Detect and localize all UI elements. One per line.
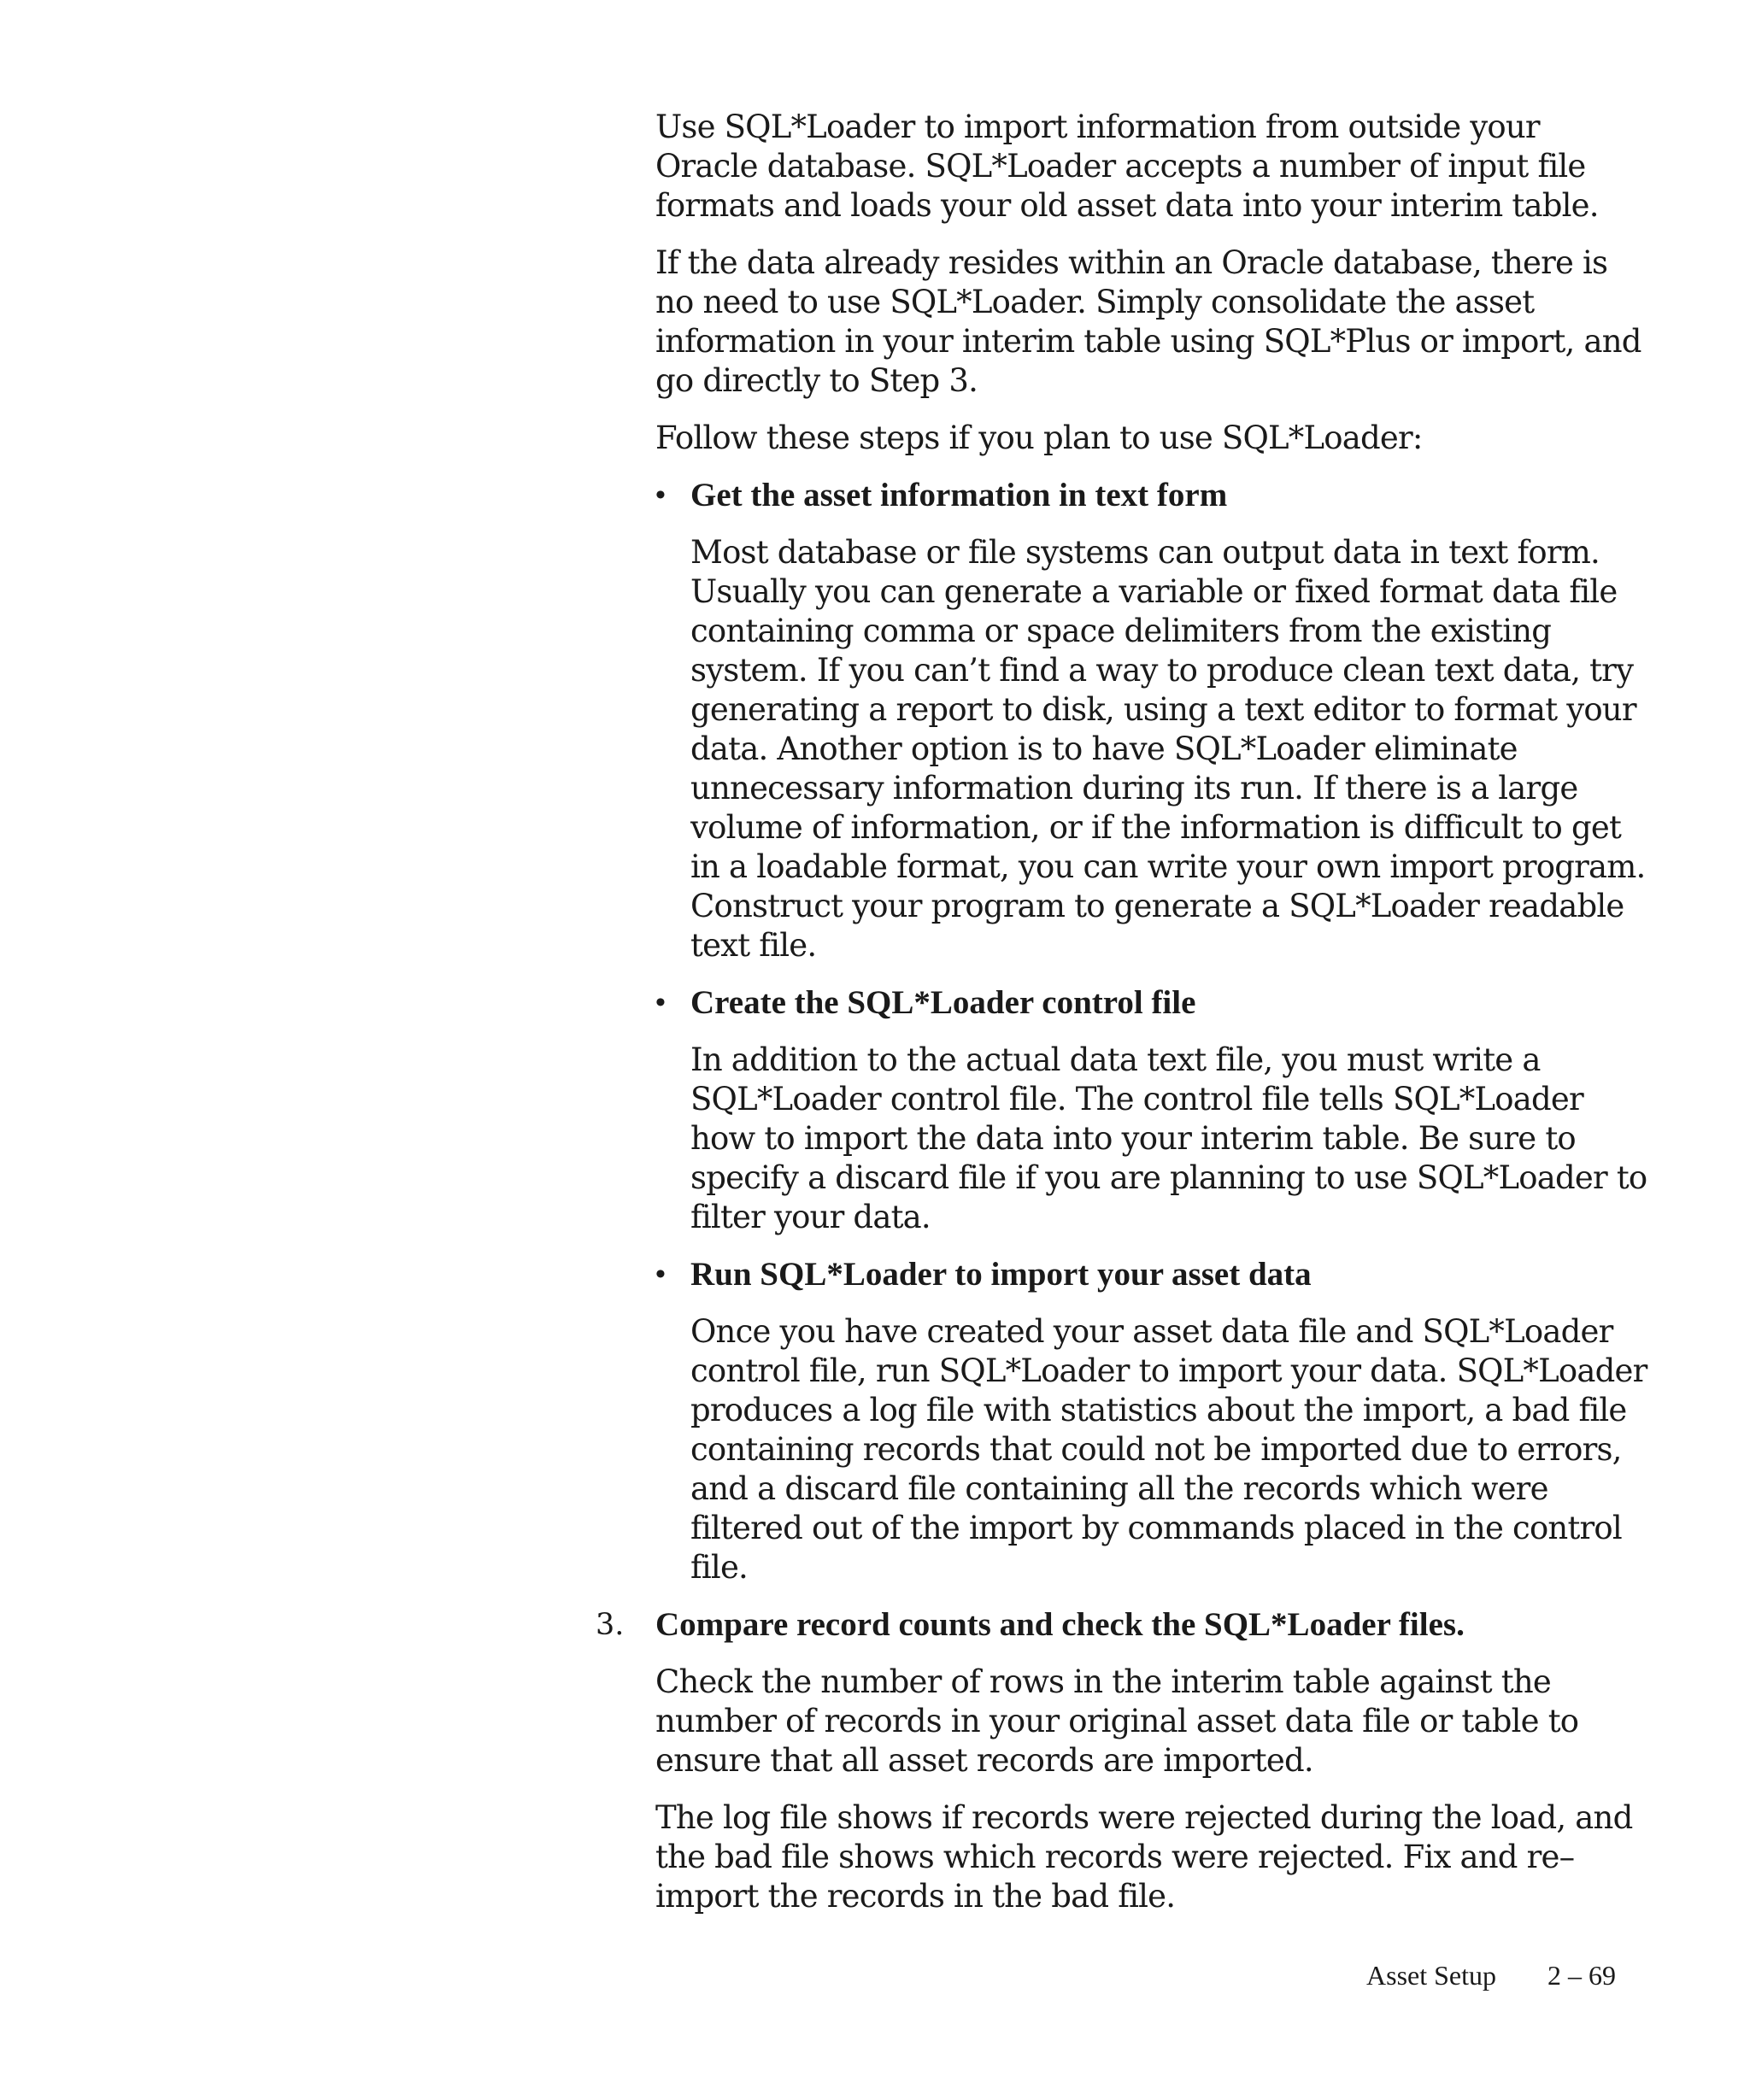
footer-page-number: 2 – 69 — [1547, 1960, 1616, 1991]
bullet-body-text-form: Most database or file systems can output data in text form. Usually you can generate a variable or fixed format data file containing comma or space delimiters from the existing system. If you can’t find a way to produce clean text data, try generating a report to disk, using a text editor to format your data. Another option is to have SQL*Loader eliminate unnecessary information during its run. If there is a large volume of information, or if the information is difficult to get in a loadable format, you can write your own import program. Construct your program to generate a SQL*Loader readable text file. — [690, 534, 1646, 964]
step-3-heading — [596, 1605, 1651, 1645]
bullet-heading-label: Create the SQL*Loader control file — [690, 984, 1196, 1021]
bullet-icon: • — [655, 479, 666, 511]
intro-paragraph-3: Follow these steps if you plan to use SQL*Loader: — [655, 419, 1423, 456]
page-footer — [1366, 1958, 1616, 1992]
bullet-heading-label: Run SQL*Loader to import your asset data — [690, 1256, 1312, 1293]
intro-paragraph-2: If the data already resides within an Oracle database, there is no need to use SQL*Loader. Simply consolidate the asset information in your interim table using SQL*Plus or import, and go directly to Step 3. — [655, 244, 1641, 399]
bullet-heading-text-form — [655, 476, 1651, 515]
bullet-body-control-file: In addition to the actual data text file, you must write a SQL*Loader control file. The control file tells SQL*Loader how to import the data into your interim table. Be sure to specify a discard file if you are planning to use SQL*Loader to filter your data. — [690, 1041, 1647, 1235]
bullet-heading-control-file — [655, 983, 1651, 1023]
bullet-body-run-loader: Once you have created your asset data file and SQL*Loader control file, run SQL*Loader to import your data. SQL*Loader produces a log file with statistics about the import, a bad file containing records that could not be imported due to errors, and a discard file containing all the records which were filtered out of the import by commands placed in the control file. — [690, 1313, 1647, 1586]
footer-section-title: Asset Setup — [1366, 1960, 1496, 1991]
bullet-icon: • — [655, 1258, 666, 1290]
intro-paragraph-1: Use SQL*Loader to import information from outside your Oracle database. SQL*Loader accepts a number of input file formats and loads your old asset data into your interim table. — [655, 109, 1599, 224]
bullet-heading-run-loader — [655, 1255, 1651, 1294]
bullet-icon: • — [655, 987, 666, 1018]
bullet-heading-label: Get the asset information in text form — [690, 477, 1228, 513]
step-heading-label: Compare record counts and check the SQL*Loader files. — [655, 1606, 1465, 1643]
step-3-paragraph-1: Check the number of rows in the interim table against the number of records in your original asset data file or table to ensure that all asset records are imported. — [655, 1663, 1579, 1779]
main-content — [596, 108, 1651, 1934]
step-number: 3. — [596, 1608, 625, 1642]
step-3-paragraph-2: The log file shows if records were rejected during the load, and the bad file shows which records were rejected. Fix and re–import the records in the bad file. — [655, 1799, 1633, 1915]
